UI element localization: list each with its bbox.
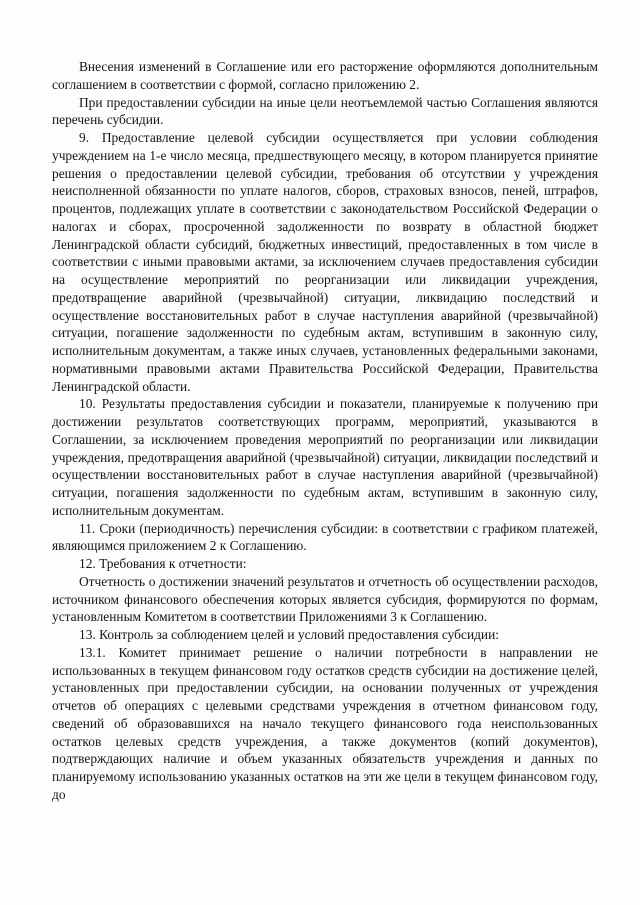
paragraph-12-reporting-heading: 12. Требования к отчетности: bbox=[79, 556, 247, 571]
paragraph-10-results: 10. Результаты предоставления субсидии и показатели, планируемые к получению при достижении результатов соответствующих программ, мероприятий, указываются в Соглашении, за исключением проведения мероприятий по реорганизации или ликвидации учреждения, предотвращения аварийной (чрезвычайной) ситуации, ликвидации последствий и осуществлении восстановительных работ в случае наступления аварийной (чрезвычайной) ситуации, погашения задолженности по судебным актам, вступившим в законную силу, исполнительным документам. bbox=[52, 396, 598, 518]
paragraph-amendments: Внесения изменений в Соглашение или его расторжение оформляются дополнительным соглашением в соответствии с формой, согласно приложению 2. bbox=[52, 59, 598, 92]
paragraph-12-reporting-body: Отчетность о достижении значений результатов и отчетность об осуществлении расходов, источником финансового обеспечения которых является субсидия, формируются по формам, установленным Комитетом в соответствии Приложениями 3 к Соглашению. bbox=[52, 573, 598, 625]
paragraph-13-control-heading: 13. Контроль за соблюдением целей и условий предоставления субсидии: bbox=[79, 627, 499, 642]
paragraph-13-1-decision: 13.1. Комитет принимает решение о наличии потребности в направлении не использованных в текущем финансовом году остатков средств субсидии на достижение целей, установленных при предоставлении субсидии, на основании полученных от учреждения отчетов об операциях с целевыми средствами учреждения в отчетном финансовом году, сведений об образовавшихся на начало текущего финансового года неиспользованных остатков целевых средств учреждения, а также документов (копий документов), подтверждающих наличие и объем указанных обязательств учреждения и данных по планируемому использованию указанных остатков на эти же цели в текущем финансовом году, до bbox=[52, 644, 598, 802]
document-body bbox=[52, 58, 598, 804]
paragraph-9-conditions: 9. Предоставление целевой субсидии осуществляется при условии соблюдения учреждением на 1-е число месяца, предшествующего месяцу, в котором планируется принятие решения о предоставлении целевой субсидии, требования об отсутствии у учреждения неисполненной обязанности по уплате налогов, сборов, страховых взносов, пеней, штрафов, процентов, подлежащих уплате в соответствии с законодательством Российской Федерации о налогах и сборах, просроченной задолженности по возврату в областной бюджет Ленинградской области субсидий, бюджетных инвестиций, предоставленных в том числе в соответствии с иными правовыми актами, за исключением случаев предоставления субсидии на осуществление мероприятий по реорганизации или ликвидации учреждения, предотвращение аварийной (чрезвычайной) ситуации, ликвидацию последствий и осуществление восстановительных работ в случае наступления аварийной (чрезвычайной) ситуации, погашение задолженности по судебным актам, вступившим в законную силу, исполнительным документам, а также иных случаев, установленных федеральными законами, нормативными правовыми актами Правительства Российской Федерации, Правительства Ленинградской области. bbox=[52, 130, 598, 394]
paragraph-11-schedule: 11. Сроки (периодичность) перечисления субсидии: в соответствии с графиком платежей, являющимся приложением 2 к Соглашению. bbox=[52, 520, 598, 554]
paragraph-other-purposes: При предоставлении субсидии на иные цели неотъемлемой частью Соглашения являются перечень субсидии. bbox=[52, 94, 598, 128]
